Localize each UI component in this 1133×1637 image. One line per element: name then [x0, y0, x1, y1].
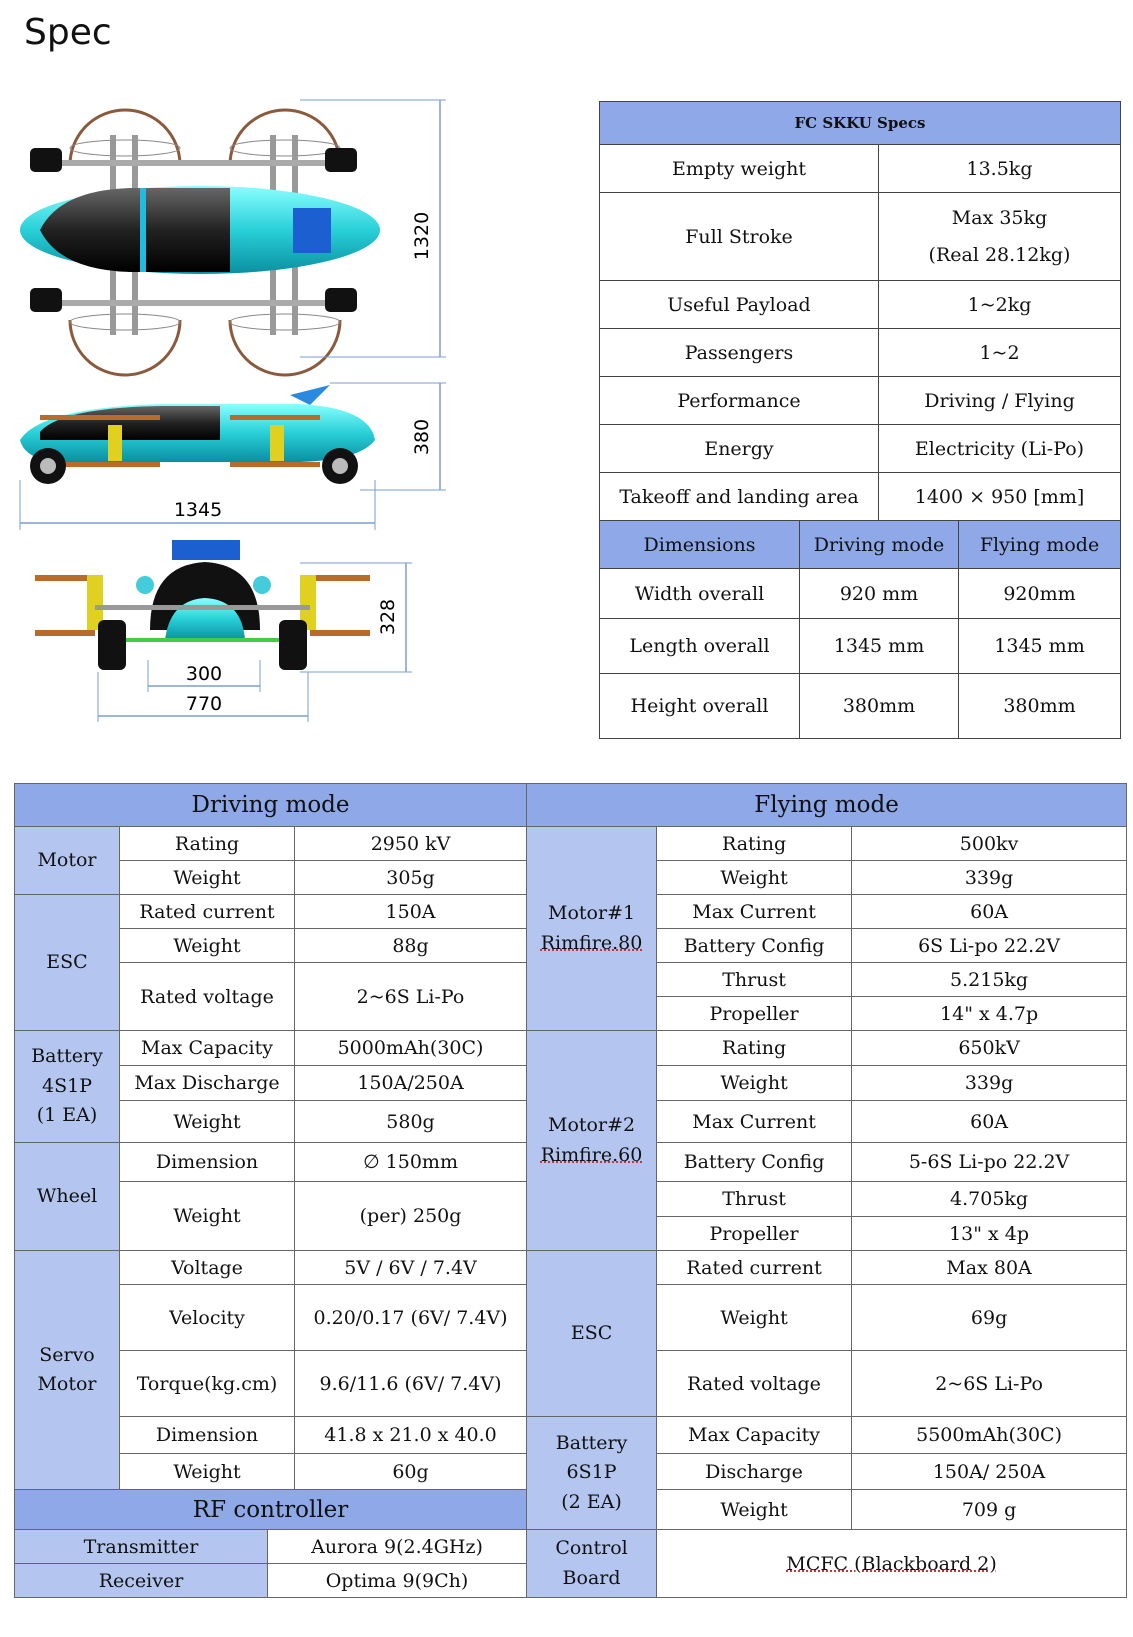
param-label: Weight — [657, 861, 852, 895]
table-row — [15, 1530, 1127, 1564]
category-line: Rimfire.80 — [540, 931, 643, 954]
table-row — [15, 1251, 1127, 1285]
param-label: Weight — [120, 861, 295, 895]
spec-label: Passengers — [600, 329, 879, 377]
dimension-value: 920 mm — [800, 569, 959, 619]
table-row — [600, 329, 1121, 377]
category-line: Battery — [555, 1431, 628, 1454]
spec-label: Useful Payload — [600, 281, 879, 329]
param-value: 500kv — [852, 827, 1127, 861]
dimension-label: Width overall — [600, 569, 800, 619]
param-value: 150A — [295, 895, 527, 929]
category-line: Motor#1 — [548, 902, 636, 925]
table-row — [15, 1417, 1127, 1454]
param-label: Rating — [657, 827, 852, 861]
param-value: 650kV — [852, 1031, 1127, 1066]
category-line: Rimfire.60 — [540, 1143, 643, 1166]
param-label: Battery Config — [657, 1143, 852, 1182]
param-value: (per) 250g — [295, 1182, 527, 1251]
rf-controller-title: RF controller — [15, 1490, 527, 1530]
param-label: Battery Config — [657, 929, 852, 963]
spec-label: Full Stroke — [600, 193, 879, 281]
param-value: 150A/ 250A — [852, 1454, 1127, 1490]
front-view-width-label: 770 — [185, 693, 223, 715]
param-label: Rated current — [657, 1251, 852, 1285]
spec-value-line: (Real 28.12kg) — [928, 243, 1071, 266]
param-value: 88g — [295, 929, 527, 963]
param-label: Thrust — [657, 963, 852, 997]
category-line: Motor#2 — [548, 1114, 636, 1137]
spec-value: Electricity (Li-Po) — [879, 425, 1121, 473]
category-battery — [15, 1031, 120, 1143]
param-value: 305g — [295, 861, 527, 895]
rf-label: Receiver — [15, 1564, 268, 1598]
param-value: ∅ 150mm — [295, 1143, 527, 1182]
param-label: Rating — [120, 827, 295, 861]
control-board-value — [657, 1530, 1127, 1598]
param-label: Max Capacity — [120, 1031, 295, 1066]
param-value: 0.20/0.17 (6V/ 7.4V) — [295, 1285, 527, 1351]
table-row — [600, 569, 1121, 619]
param-value: 13" x 4p — [852, 1217, 1127, 1251]
dimension-label: Height overall — [600, 674, 800, 739]
param-value: 5V / 6V / 7.4V — [295, 1251, 527, 1285]
param-label: Rated voltage — [657, 1351, 852, 1417]
category-motor: Motor — [15, 827, 120, 895]
param-value: 60A — [852, 895, 1127, 929]
dimension-value: 920mm — [959, 569, 1121, 619]
top-view-length-label: 1320 — [411, 211, 433, 261]
param-value: 69g — [852, 1285, 1127, 1351]
param-label: Propeller — [657, 997, 852, 1031]
column-header: Driving mode — [800, 521, 959, 569]
param-label — [120, 1351, 295, 1417]
table-row — [600, 425, 1121, 473]
param-label: Dimension — [120, 1143, 295, 1182]
side-view-drawing — [20, 385, 375, 484]
table-row — [600, 193, 1121, 281]
param-label: Weight — [120, 929, 295, 963]
front-view-track-label: 300 — [185, 663, 223, 685]
param-label: Weight — [657, 1066, 852, 1101]
category-line: Servo — [39, 1343, 95, 1366]
param-value: 2~6S Li-Po — [295, 963, 527, 1031]
table-row — [15, 1031, 1127, 1066]
param-value: 580g — [295, 1101, 527, 1143]
param-value: 5.215kg — [852, 963, 1127, 997]
param-label: Rated current — [120, 895, 295, 929]
spec-label: Empty weight — [600, 145, 879, 193]
category-line: Battery — [31, 1045, 103, 1068]
param-value: 60A — [852, 1101, 1127, 1143]
param-value — [295, 827, 527, 861]
table-row — [600, 145, 1121, 193]
param-label: Rated voltage — [120, 963, 295, 1031]
front-view-height-label: 328 — [377, 598, 399, 636]
param-label-text: Torque(kg.cm) — [136, 1372, 278, 1395]
spec-value: 1~2 — [879, 329, 1121, 377]
fc-specs-table — [599, 101, 1121, 739]
param-label: Weight — [120, 1101, 295, 1143]
category-line: (2 EA) — [561, 1490, 622, 1513]
rf-value: Aurora 9(2.4GHz) — [268, 1530, 527, 1564]
param-label: Max Capacity — [657, 1417, 852, 1454]
table-row — [600, 674, 1121, 739]
param-value-text: 2950 kV — [370, 832, 451, 855]
spec-value: 1400 × 950 [mm] — [879, 473, 1121, 521]
category-motor2 — [527, 1031, 657, 1251]
category-esc: ESC — [15, 895, 120, 1031]
page-title: Spec — [24, 12, 112, 53]
category-control-board — [527, 1530, 657, 1598]
dimension-value: 380mm — [800, 674, 959, 739]
rf-value: Optima 9(9Ch) — [268, 1564, 527, 1598]
column-header: Flying mode — [959, 521, 1121, 569]
dimension-value: 1345 mm — [959, 619, 1121, 674]
flying-mode-title: Flying mode — [527, 784, 1127, 827]
category-line: 4S1P — [42, 1074, 92, 1097]
spec-value: 1~2kg — [879, 281, 1121, 329]
table-row — [600, 619, 1121, 674]
spec-label: Energy — [600, 425, 879, 473]
param-value: 9.6/11.6 (6V/ 7.4V) — [295, 1351, 527, 1417]
param-label: Max Discharge — [120, 1066, 295, 1101]
param-value: 5500mAh(30C) — [852, 1417, 1127, 1454]
dimension-value: 380mm — [959, 674, 1121, 739]
param-label: Weight — [657, 1285, 852, 1351]
driving-mode-title: Driving mode — [15, 784, 527, 827]
category-esc2: ESC — [527, 1251, 657, 1417]
category-line: Control — [555, 1537, 628, 1560]
param-value: 60g — [295, 1454, 527, 1490]
vehicle-drawings — [0, 85, 470, 760]
category-line: 6S1P — [566, 1461, 617, 1484]
dimension-value: 1345 mm — [800, 619, 959, 674]
param-value: 339g — [852, 1066, 1127, 1101]
rf-label: Transmitter — [15, 1530, 268, 1564]
param-label: Dimension — [120, 1417, 295, 1454]
param-label: Voltage — [120, 1251, 295, 1285]
param-value: 2~6S Li-Po — [852, 1351, 1127, 1417]
control-board-text: MCFC (Blackboard 2) — [786, 1552, 997, 1575]
component-specs-table — [14, 783, 1127, 1598]
param-label: Thrust — [657, 1182, 852, 1217]
table-row — [600, 281, 1121, 329]
dimensions-header-row — [600, 521, 1121, 569]
param-label: Weight — [120, 1182, 295, 1251]
param-label: Propeller — [657, 1217, 852, 1251]
param-value: 4.705kg — [852, 1182, 1127, 1217]
param-value: 150A/250A — [295, 1066, 527, 1101]
spec-value: Driving / Flying — [879, 377, 1121, 425]
param-value: 6S Li-po 22.2V — [852, 929, 1127, 963]
param-label: Rating — [657, 1031, 852, 1066]
param-value: 709 g — [852, 1490, 1127, 1530]
table-row — [15, 827, 1127, 861]
category-motor1 — [527, 827, 657, 1031]
param-label: Weight — [657, 1490, 852, 1530]
param-label: Velocity — [120, 1285, 295, 1351]
param-label: Weight — [120, 1454, 295, 1490]
param-label: Discharge — [657, 1454, 852, 1490]
spec-label: Performance — [600, 377, 879, 425]
table-row — [600, 377, 1121, 425]
dimension-label: Length overall — [600, 619, 800, 674]
column-header: Dimensions — [600, 521, 800, 569]
category-line: Board — [562, 1566, 621, 1589]
top-view-drawing — [20, 110, 380, 375]
table-row — [600, 473, 1121, 521]
category-line: Motor — [37, 1373, 97, 1395]
param-value: 5000mAh(30C) — [295, 1031, 527, 1066]
param-value: 339g — [852, 861, 1127, 895]
spec-value-line: Max 35kg — [951, 207, 1048, 230]
param-label: Max Current — [657, 895, 852, 929]
category-servo — [15, 1251, 120, 1490]
param-label: Max Current — [657, 1101, 852, 1143]
spec-value — [879, 193, 1121, 281]
specs-table-title: FC SKKU Specs — [600, 102, 1121, 145]
spec-value: 13.5kg — [879, 145, 1121, 193]
param-value: 41.8 x 21.0 x 40.0 — [295, 1417, 527, 1454]
side-view-height-label: 380 — [411, 418, 433, 456]
param-value: Max 80A — [852, 1251, 1127, 1285]
front-view-drawing — [35, 540, 370, 670]
category-battery2 — [527, 1417, 657, 1530]
side-view-length-label: 1345 — [173, 499, 223, 521]
category-line: (1 EA) — [36, 1104, 98, 1127]
param-value: 14" x 4.7p — [852, 997, 1127, 1031]
category-wheel: Wheel — [15, 1143, 120, 1251]
param-value: 5-6S Li-po 22.2V — [852, 1143, 1127, 1182]
spec-label: Takeoff and landing area — [600, 473, 879, 521]
